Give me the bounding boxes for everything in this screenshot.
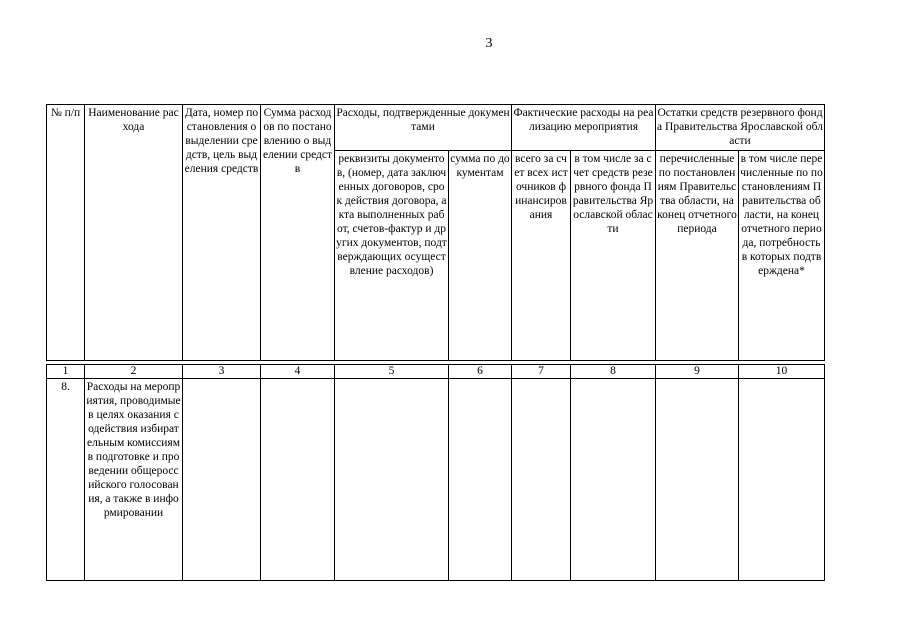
header-group-remainder: Остатки средств резервного фонда Правительства Ярославской области	[656, 105, 825, 151]
row-number: 8.	[47, 379, 85, 581]
column-numbers-row	[47, 365, 825, 379]
column-number: 9	[656, 365, 739, 379]
row-cell-resolution-sum	[261, 379, 335, 581]
row-cell-confirmed-need	[739, 379, 825, 581]
header-cell-doc-details: реквизиты документов, (номер, дата заключенных договоров, срок действия договора, акта выполненных работ, счетов-фактур и других документов, подтверждающих осуществление расходов)	[335, 151, 449, 361]
row-cell-resolution	[183, 379, 261, 581]
header-cell-resolution-sum: Сумма расходов по постановлению о выделении средств	[261, 105, 335, 361]
column-number: 6	[449, 365, 512, 379]
header-cell-doc-sum: сумма по документам	[449, 151, 512, 361]
header-cell-confirmed-need: в том числе перечисленные по постановлениям Правительства области, на конец отчетного периода, потребность в которых подтверждена*	[739, 151, 825, 361]
header-cell-actual-total: всего за счет всех источников финансирования	[512, 151, 571, 361]
row-cell-doc-sum	[449, 379, 512, 581]
column-number: 1	[47, 365, 85, 379]
row-cell-transferred	[656, 379, 739, 581]
header-group-confirmed: Расходы, подтвержденные документами	[335, 105, 512, 151]
row-cell-actual-total	[512, 379, 571, 581]
page-number: 3	[485, 36, 493, 51]
row-expense-name: Расходы на мероприятия, проводимые в целях оказания содействия избирательным комиссиям в подготовке и проведении общероссийского голосования, а также в информировании	[85, 379, 183, 581]
column-number: 7	[512, 365, 571, 379]
header-cell-transferred: перечисленные по постановлениям Правительства области, на конец отчетного периода	[656, 151, 739, 361]
header-cell-number: № п/п	[47, 105, 85, 361]
row-cell-actual-reserve	[571, 379, 656, 581]
column-number: 4	[261, 365, 335, 379]
header-group-actual: Фактические расходы на реализацию мероприятия	[512, 105, 656, 151]
column-number: 10	[739, 365, 825, 379]
expense-report-table	[46, 104, 825, 581]
table-row	[47, 379, 825, 581]
column-number: 5	[335, 365, 449, 379]
column-number: 2	[85, 365, 183, 379]
row-cell-doc-details	[335, 379, 449, 581]
header-row-top	[47, 105, 825, 151]
header-cell-resolution: Дата, номер постановления о выделении средств, цель выделения средств	[183, 105, 261, 361]
header-cell-actual-reserve: в том числе за счет средств резервного фонда Правительства Ярославской области	[571, 151, 656, 361]
header-cell-expense-name: Наименование расхода	[85, 105, 183, 361]
column-number: 8	[571, 365, 656, 379]
column-number: 3	[183, 365, 261, 379]
